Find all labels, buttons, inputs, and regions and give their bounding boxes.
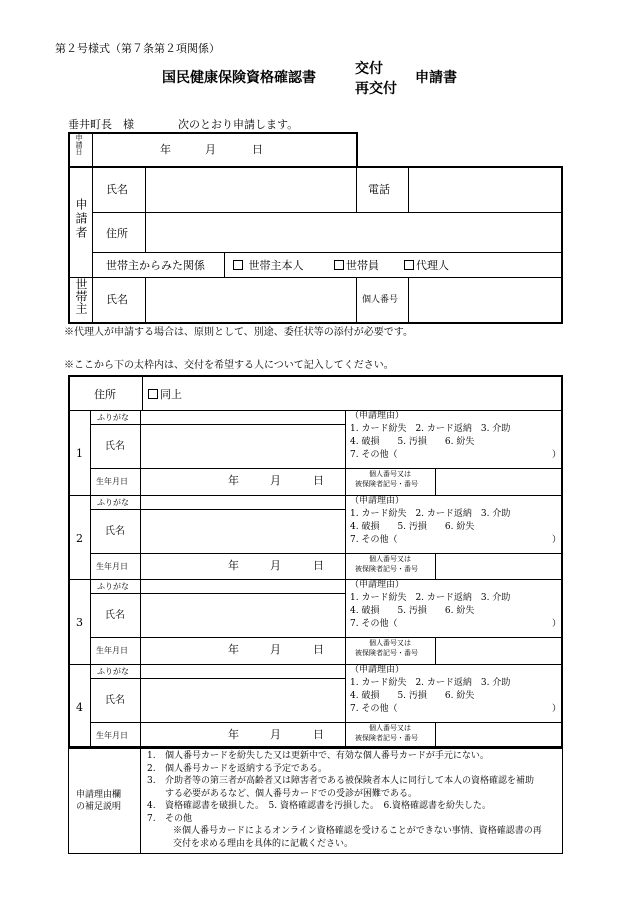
birth-day-label: 日 xyxy=(313,559,324,572)
person-name-field[interactable] xyxy=(141,510,344,552)
supplement-label-1: 申請理由欄 xyxy=(76,790,122,800)
apply-date-field[interactable] xyxy=(93,133,355,165)
birth-day-label: 日 xyxy=(313,474,324,487)
insured-number-label-2: 被保険者記号・番号 xyxy=(355,480,418,488)
furigana-field[interactable] xyxy=(141,496,344,508)
furigana-label: ふりがな xyxy=(97,667,129,676)
date-month-label: 月 xyxy=(205,143,216,156)
reason-close-paren: ） xyxy=(552,535,562,545)
relation-self-label: 世帯主本人 xyxy=(248,259,304,272)
reason-options-1: 1. カード紛失 2. カード返納 3. 介助 xyxy=(350,509,511,519)
apply-date-label: 申請日 xyxy=(75,134,83,155)
reason-options-2: 4. 破損 5. 汚損 6. 紛失 xyxy=(350,437,475,447)
recipient-address-label: 住所 xyxy=(94,388,116,401)
person-name-label: 氏名 xyxy=(105,695,125,706)
same-address-label: 同上 xyxy=(160,388,182,401)
supplement-item-text: する必要があるなど、個人番号カードでの受診が困難である。 xyxy=(165,788,418,799)
person-number: 3 xyxy=(76,616,83,629)
insured-number-field[interactable] xyxy=(436,638,561,663)
intro-text: 次のとおり申請します。 xyxy=(178,118,299,131)
reason-options-3: 7. その他（ xyxy=(350,619,398,629)
applicant-address-field[interactable] xyxy=(146,213,560,251)
relation-proxy-label: 代理人 xyxy=(416,259,449,272)
birth-date-label: 生年月日 xyxy=(96,477,128,486)
supplement-item-number: 3. xyxy=(147,776,156,786)
reason-options-3: 7. その他（ xyxy=(350,704,398,714)
date-year-label: 年 xyxy=(160,143,171,156)
reason-heading: （申請理由） xyxy=(350,411,405,421)
relation-member-label: 世帯員 xyxy=(346,259,379,272)
person-number: 1 xyxy=(76,447,83,460)
householder-section-label: 世帯主 xyxy=(74,278,88,314)
title-option-reissue: 再交付 xyxy=(355,81,397,97)
householder-name-field[interactable] xyxy=(146,278,355,321)
birth-month-label: 月 xyxy=(270,474,281,487)
insured-number-label-2: 被保険者記号・番号 xyxy=(355,734,418,742)
person-name-label: 氏名 xyxy=(105,526,125,537)
relation-proxy-checkbox[interactable] xyxy=(404,259,449,272)
relation-member-checkbox[interactable] xyxy=(334,259,379,272)
householder-mynumber-label: 個人番号 xyxy=(362,295,399,305)
reason-close-paren: ） xyxy=(552,450,562,460)
reason-heading: （申請理由） xyxy=(350,580,405,590)
supplement-item-number: 7. xyxy=(147,813,156,824)
supplement-item-number: 4. xyxy=(147,801,156,811)
reason-options-3: 7. その他（ xyxy=(350,535,398,545)
supplement-item-text: その他 xyxy=(165,813,193,824)
supplement-item xyxy=(147,789,417,800)
applicant-name-label: 氏名 xyxy=(106,183,128,196)
supplement-item xyxy=(147,776,534,787)
supplement-item xyxy=(147,826,542,837)
reason-options-2: 4. 破損 5. 汚損 6. 紛失 xyxy=(350,691,475,701)
birth-month-label: 月 xyxy=(270,643,281,656)
householder-mynumber-field[interactable] xyxy=(409,278,560,321)
insured-number-label-2: 被保険者記号・番号 xyxy=(355,649,418,657)
supplement-item xyxy=(147,764,327,775)
person-name-label: 氏名 xyxy=(105,610,125,621)
applicant-phone-field[interactable] xyxy=(409,167,560,211)
below-note: ※ここから下の太枠内は、交付を希望する人について記入してください。 xyxy=(64,360,394,371)
applicant-section-label: 申請者 xyxy=(74,198,88,240)
supplement-item-number: 2. xyxy=(147,763,156,774)
relation-self-checkbox[interactable] xyxy=(233,259,304,272)
insured-number-label-1: 個人番号又は xyxy=(369,470,411,478)
relation-label: 世帯主からみた関係 xyxy=(106,259,205,272)
reason-options-1: 1. カード紛失 2. カード返納 3. 介助 xyxy=(350,593,511,603)
birth-month-label: 月 xyxy=(270,728,281,741)
furigana-field[interactable] xyxy=(141,665,344,677)
insured-number-field[interactable] xyxy=(436,554,561,579)
supplement-item xyxy=(147,839,353,850)
person-number: 2 xyxy=(76,532,83,545)
reason-options-1: 1. カード紛失 2. カード返納 3. 介助 xyxy=(350,424,511,434)
supplement-item-text: 個人番号カードを紛失した又は更新中で、有効な個人番号カードが手元にない。 xyxy=(165,751,489,761)
same-address-checkbox[interactable] xyxy=(148,388,182,401)
reason-options-2: 4. 破損 5. 汚損 6. 紛失 xyxy=(350,522,475,532)
supplement-item-text: 介助者等の第三者が高齢者又は障害者である被保険者本人に同行して本人の資格確認を補助 xyxy=(165,776,535,786)
householder-name-label: 氏名 xyxy=(106,293,128,306)
birth-day-label: 日 xyxy=(313,728,324,741)
furigana-label: ふりがな xyxy=(97,582,129,591)
supplement-item xyxy=(147,814,192,825)
title-suffix: 申請書 xyxy=(415,70,457,86)
supplement-item-text: 交付を求める理由を具体的に記載ください。 xyxy=(173,838,354,849)
person-number: 4 xyxy=(76,701,83,714)
supplement-item-text: ※個人番号カードによるオンライン資格確認を受けることができない事情、資格確認書の再 xyxy=(173,826,542,836)
birth-date-label: 生年月日 xyxy=(96,562,128,571)
reason-close-paren: ） xyxy=(552,619,562,629)
supplement-label-2: の補足説明 xyxy=(76,802,122,812)
insured-number-field[interactable] xyxy=(436,723,561,748)
birth-year-label: 年 xyxy=(228,728,239,741)
furigana-field[interactable] xyxy=(141,411,344,423)
birth-date-label: 生年月日 xyxy=(96,731,128,740)
form-title: 国民健康保険資格確認書 xyxy=(162,70,316,86)
insured-number-field[interactable] xyxy=(436,469,561,494)
reason-options-1: 1. カード紛失 2. カード返納 3. 介助 xyxy=(350,678,511,688)
supplement-item xyxy=(147,751,489,762)
birth-year-label: 年 xyxy=(228,474,239,487)
furigana-label: ふりがな xyxy=(97,498,129,507)
form-number: 第２号様式（第７条第２項関係） xyxy=(55,42,220,55)
applicant-phone-label: 電話 xyxy=(368,183,390,196)
person-name-field[interactable] xyxy=(141,594,344,636)
person-name-label: 氏名 xyxy=(105,441,125,452)
supplement-item xyxy=(147,801,491,812)
birth-year-label: 年 xyxy=(228,559,239,572)
insured-number-label-1: 個人番号又は xyxy=(369,555,411,563)
reason-options-2: 4. 破損 5. 汚損 6. 紛失 xyxy=(350,606,475,616)
reason-heading: （申請理由） xyxy=(350,496,405,506)
applicant-name-field[interactable] xyxy=(146,167,355,211)
insured-number-label-2: 被保険者記号・番号 xyxy=(355,565,418,573)
insured-number-label-1: 個人番号又は xyxy=(369,639,411,647)
insured-number-label-1: 個人番号又は xyxy=(369,724,411,732)
reason-options-3: 7. その他（ xyxy=(350,450,398,460)
birth-date-label: 生年月日 xyxy=(96,646,128,655)
supplement-item-number: 1. xyxy=(147,751,156,761)
furigana-label: ふりがな xyxy=(97,413,129,422)
title-option-issue: 交付 xyxy=(355,61,383,77)
addressee: 垂井町長 様 xyxy=(68,118,134,131)
furigana-field[interactable] xyxy=(141,580,344,592)
person-name-field[interactable] xyxy=(141,679,344,721)
supplement-item-text: 個人番号カードを返納する予定である。 xyxy=(165,763,328,774)
proxy-note: ※代理人が申請する場合は、原則として、別途、委任状等の添付が必要です。 xyxy=(64,327,413,338)
reason-close-paren: ） xyxy=(552,704,562,714)
person-name-field[interactable] xyxy=(141,425,344,467)
reason-heading: （申請理由） xyxy=(350,665,405,675)
date-day-label: 日 xyxy=(252,143,263,156)
birth-year-label: 年 xyxy=(228,643,239,656)
applicant-address-label: 住所 xyxy=(106,227,128,240)
birth-day-label: 日 xyxy=(313,643,324,656)
birth-month-label: 月 xyxy=(270,559,281,572)
supplement-item-text: 資格確認書を破損した。 5. 資格確認書を汚損した。 6.資格確認書を紛失した。 xyxy=(165,801,492,811)
